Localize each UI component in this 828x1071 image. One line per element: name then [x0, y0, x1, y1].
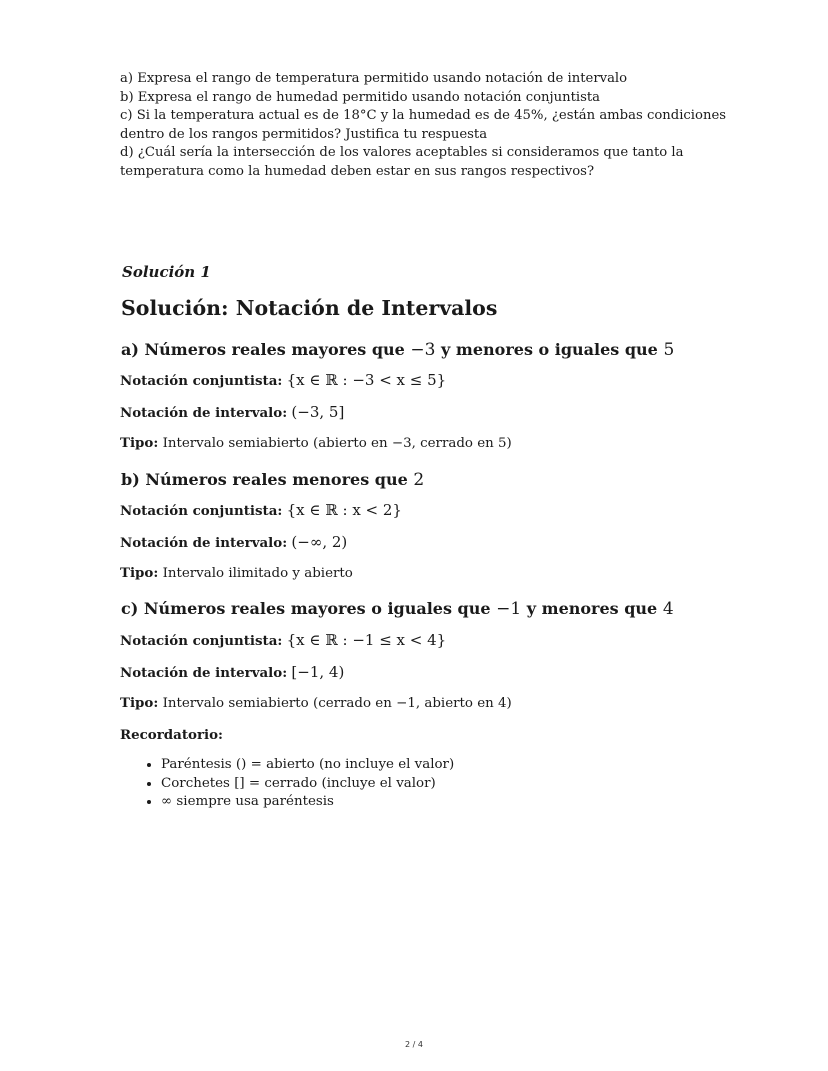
label: Notación conjuntista:: [120, 503, 283, 519]
math-expression: {x ∈ ℝ : −1 ≤ x < 4}: [286, 631, 447, 649]
section-c-type: [120, 695, 512, 711]
section-b-set-notation: [120, 501, 402, 519]
section-b-type: [120, 565, 353, 581]
list-item: • Corchetes [] = cerrado (incluye el valor): [161, 775, 454, 794]
question-line: dentro de los rangos permitidos? Justifica tu respuesta: [120, 126, 488, 142]
math-expression: (−3, 5]: [291, 403, 345, 421]
type-text: Intervalo ilimitado y abierto: [162, 566, 353, 581]
heading-math: −1: [496, 599, 522, 619]
math-expression: {x ∈ ℝ : x < 2}: [286, 501, 402, 519]
math-expression: {x ∈ ℝ : −3 < x ≤ 5}: [286, 371, 447, 389]
math-expression: (−∞, 2): [291, 533, 348, 551]
heading-text: y menores o iguales que: [441, 340, 658, 359]
label: Tipo:: [120, 565, 159, 581]
heading-math: 4: [662, 599, 674, 619]
label: Tipo:: [120, 695, 159, 711]
label: Notación de intervalo:: [120, 535, 288, 551]
list-item: • Paréntesis () = abierto (no incluye el valor): [161, 756, 454, 775]
list-item: • ∞ siempre usa paréntesis: [161, 793, 454, 812]
reminder-heading: [120, 727, 223, 743]
question-line: c) Si la temperatura actual es de 18°C y la humedad es de 45%, ¿están ambas condiciones: [120, 108, 727, 123]
label: Notación conjuntista:: [120, 633, 283, 649]
page-number: 2 / 4: [405, 1040, 423, 1049]
heading-text: a) Números reales mayores que: [121, 340, 405, 359]
heading-math: 5: [663, 340, 675, 360]
type-text: Intervalo semiabierto (abierto en −3, cerrado en 5): [162, 436, 512, 451]
solution-label: Solución 1: [122, 263, 211, 281]
solution-title: Solución: Notación de Intervalos: [121, 296, 498, 320]
heading-text: y menores que: [526, 599, 658, 618]
question-line: temperatura como la humedad deben estar en sus rangos respectivos?: [120, 163, 595, 179]
section-a-set-notation: [120, 371, 446, 389]
heading-text: b) Números reales menores que: [121, 470, 408, 489]
reminder-title: Recordatorio:: [120, 727, 223, 743]
section-a-heading: [121, 340, 674, 360]
type-text: Intervalo semiabierto (cerrado en −1, abierto en 4): [162, 696, 512, 711]
label: Notación conjuntista:: [120, 373, 283, 389]
section-b-heading: [121, 470, 424, 490]
question-line: d) ¿Cuál sería la intersección de los valores aceptables si consideramos que tanto la: [120, 145, 684, 160]
question-line: a) Expresa el rango de temperatura permitido usando notación de intervalo: [120, 71, 628, 86]
label: Notación de intervalo:: [120, 665, 288, 681]
question-list: [120, 70, 727, 181]
label: Tipo:: [120, 435, 159, 451]
section-c-interval-notation: [120, 663, 344, 681]
heading-text: c) Números reales mayores o iguales que: [121, 599, 491, 618]
section-a-interval-notation: [120, 403, 344, 421]
heading-math: 2: [413, 470, 425, 490]
section-c-set-notation: [120, 631, 446, 649]
section-b-interval-notation: [120, 533, 347, 551]
heading-math: −3: [410, 340, 436, 360]
section-c-heading: [121, 599, 674, 619]
label: Notación de intervalo:: [120, 405, 288, 421]
reminder-list: [137, 756, 454, 812]
question-line: b) Expresa el rango de humedad permitido usando notación conjuntista: [120, 89, 601, 105]
math-expression: [−1, 4): [291, 663, 345, 681]
section-a-type: [120, 435, 512, 451]
